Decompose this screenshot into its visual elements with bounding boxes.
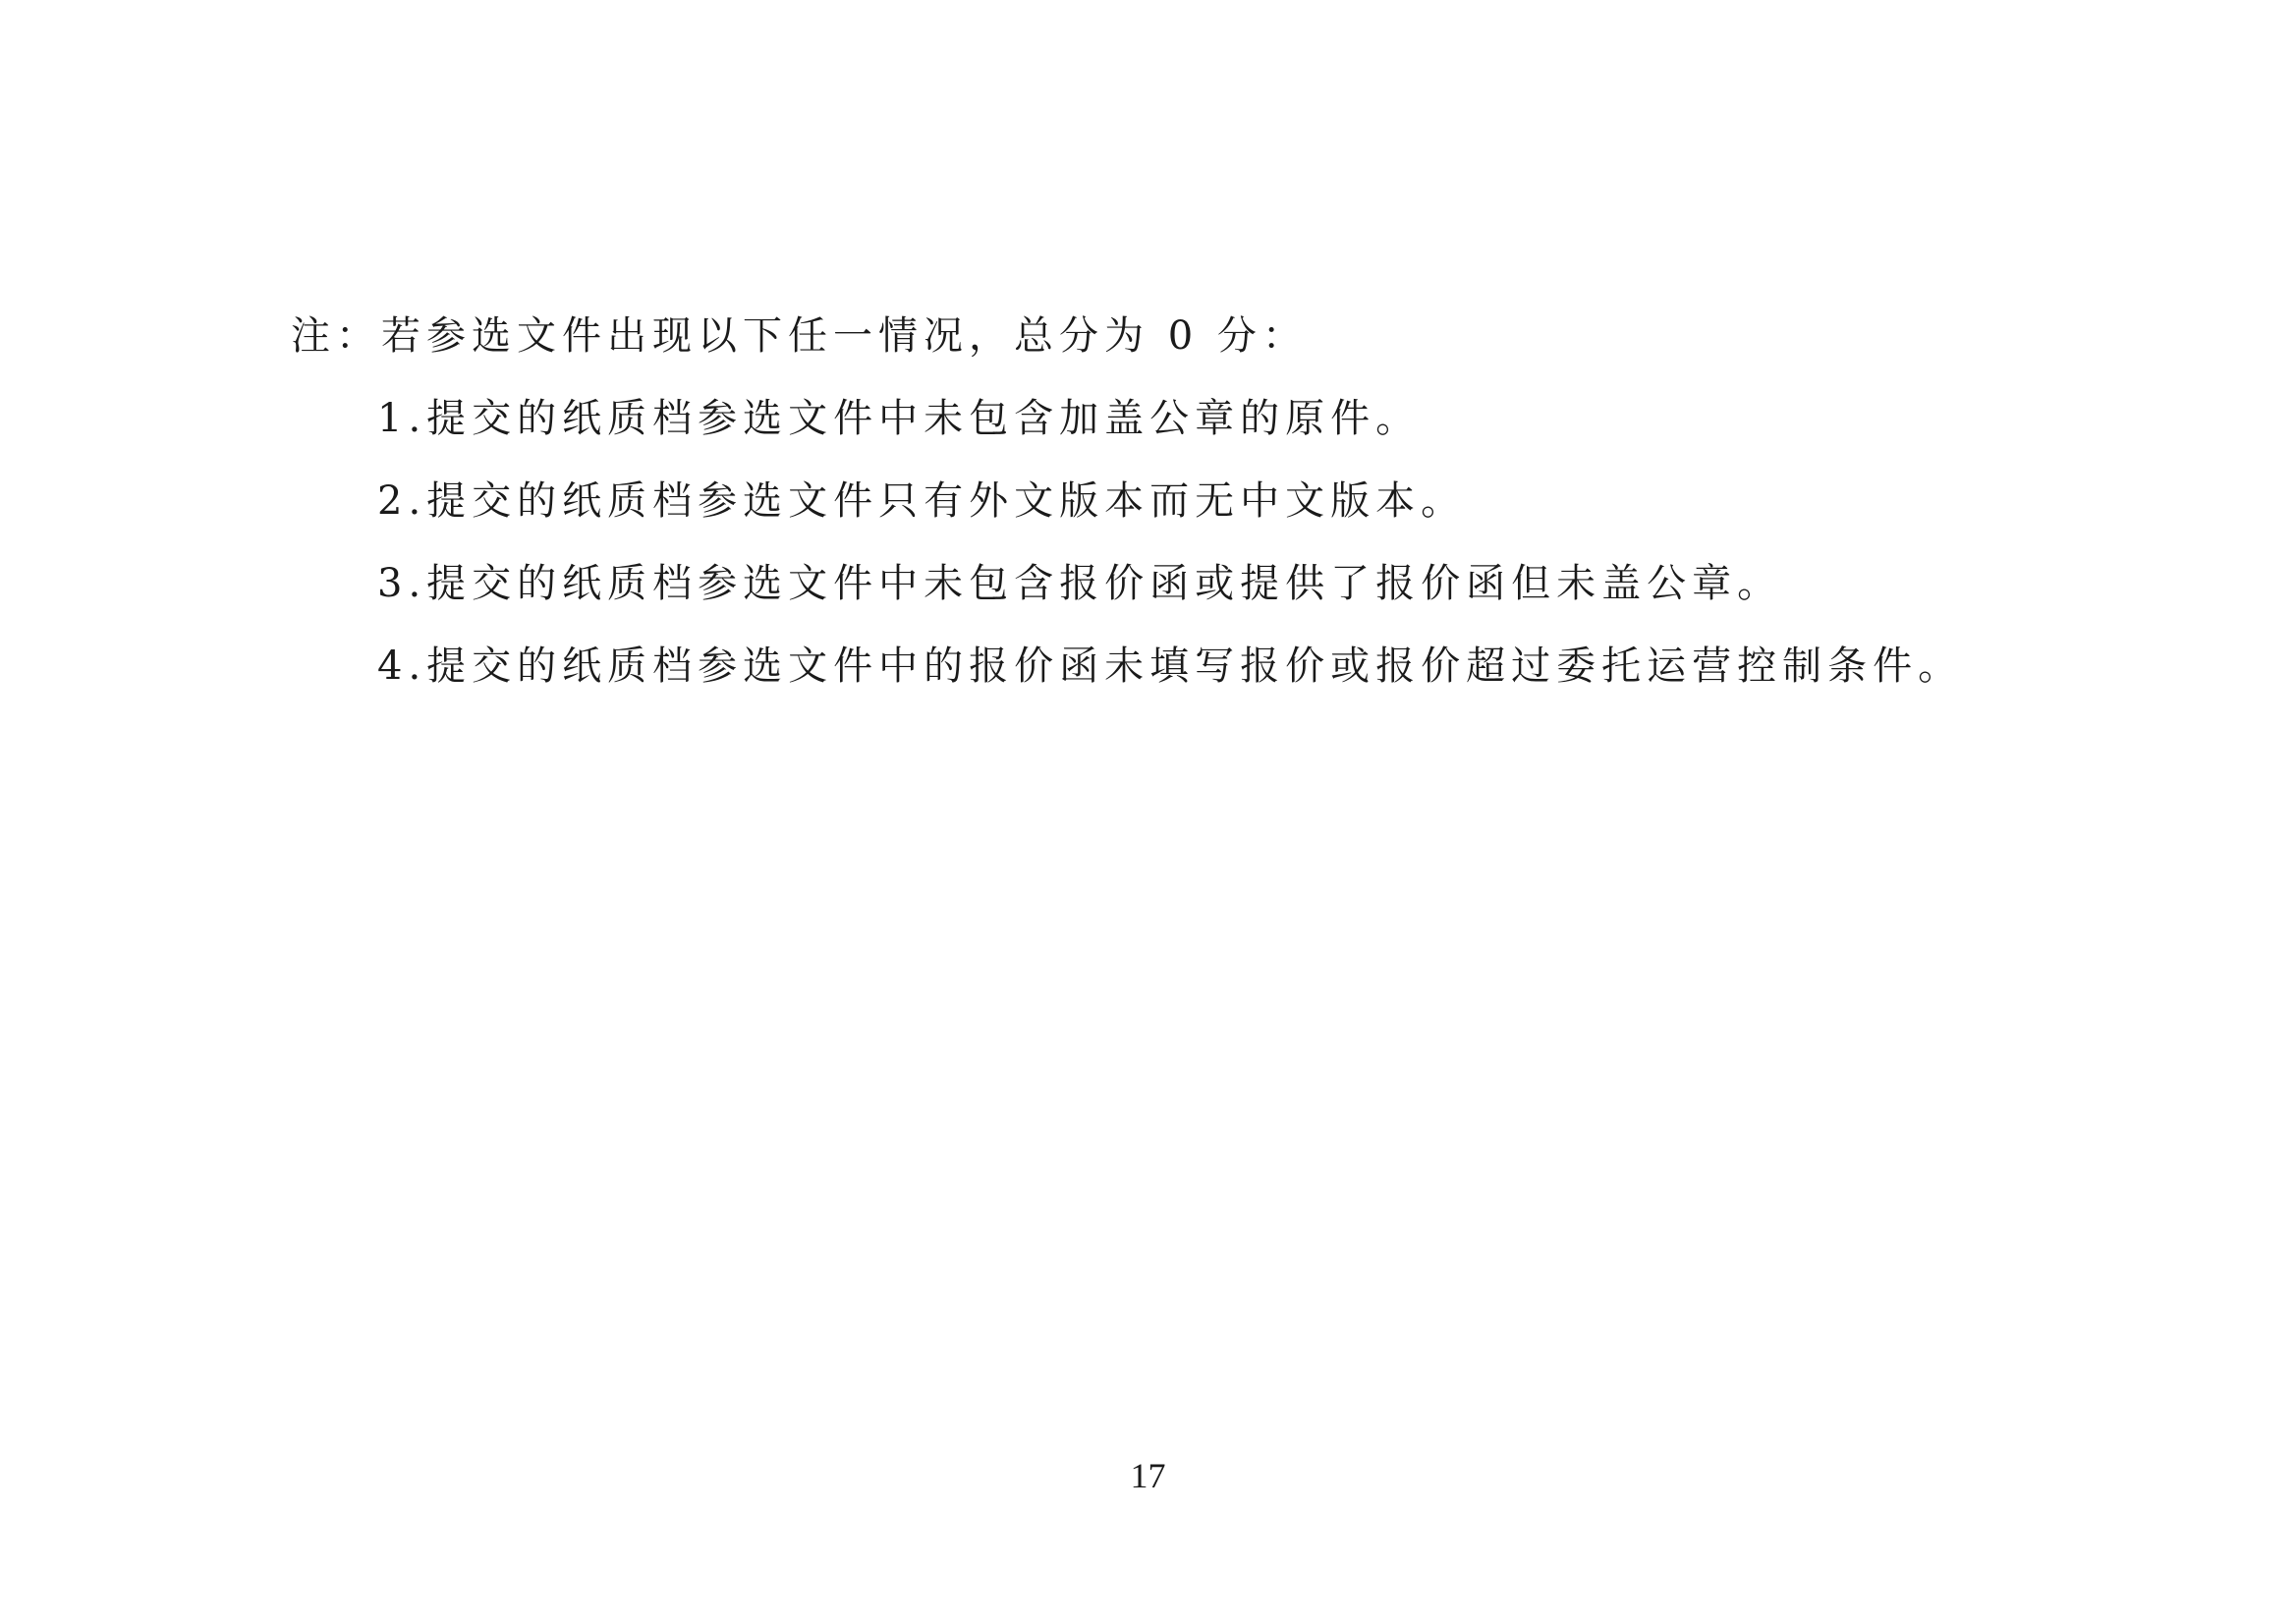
note-item-2: 2.提交的纸质档参选文件只有外文版本而无中文版本。 xyxy=(377,478,1467,524)
note-item-4: 4.提交的纸质档参选文件中的报价函未填写报价或报价超过委托运营控制条件。 xyxy=(377,644,1964,689)
note-list xyxy=(291,377,2059,707)
note-item-1: 1.提交的纸质档参选文件中未包含加盖公章的原件。 xyxy=(377,396,1422,441)
page-number: 17 xyxy=(1130,1456,1166,1495)
note-heading: 注：若参选文件出现以下任一情况，总分为 0 分： xyxy=(291,313,1308,359)
note-item-3: 3.提交的纸质档参选文件中未包含报价函或提供了报价函但未盖公章。 xyxy=(377,561,1783,606)
note-section xyxy=(291,295,2059,707)
